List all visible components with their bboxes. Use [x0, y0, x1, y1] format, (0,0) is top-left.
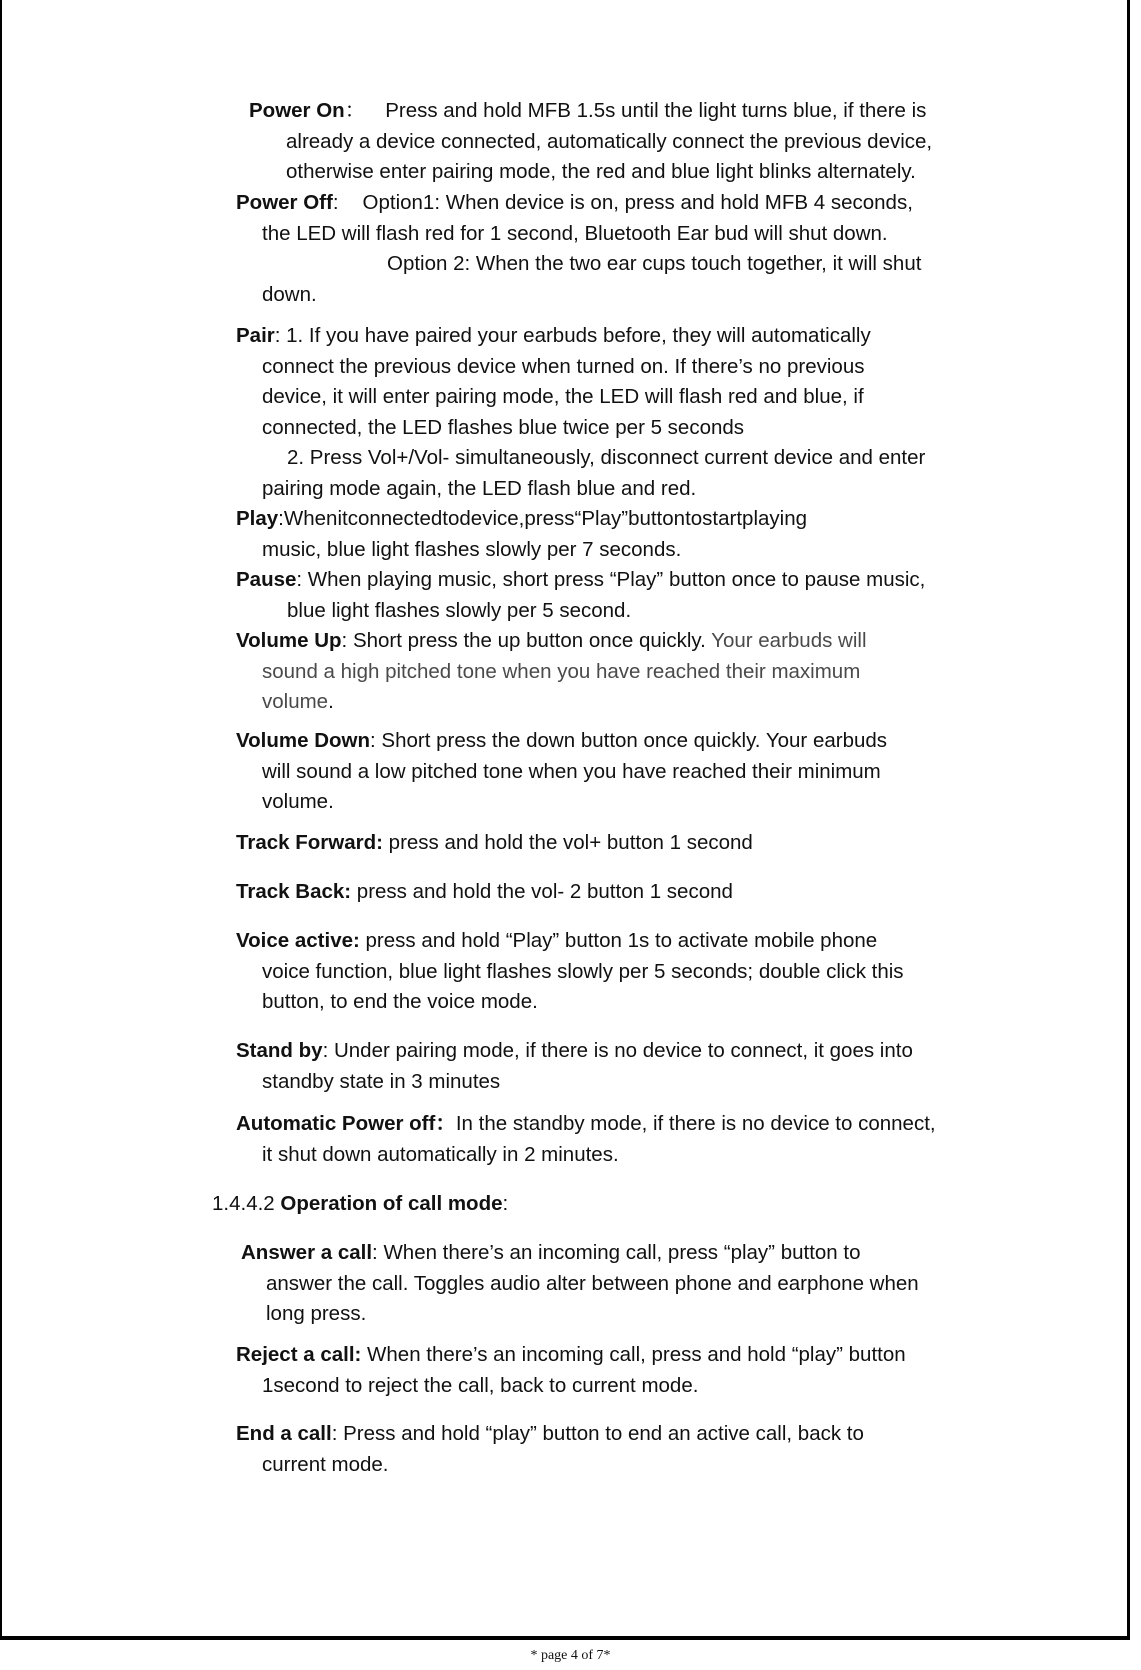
play-word: button [628, 507, 686, 530]
voice-active-label: Voice active: [236, 929, 360, 952]
end-call-entry [236, 1419, 864, 1480]
reject-call-line-2: 1second to reject the call, back to current mode. [262, 1373, 699, 1397]
auto-power-off-colon: ： [435, 1112, 456, 1135]
play-word: device, [459, 507, 525, 530]
volume-down-entry [236, 726, 887, 818]
power-off-colon: : [332, 191, 339, 214]
volume-down-line-1: : Short press the down button once quickly. Your earbuds [370, 729, 888, 752]
stand-by-line-1: : Under pairing mode, if there is no device to connect, it goes into [322, 1039, 913, 1062]
pause-label: Pause [236, 568, 297, 591]
power-on-line-1: Press and hold MFB 1.5s until the light turns blue, if there is [385, 99, 927, 122]
end-call-label: End a call [236, 1422, 332, 1445]
reject-call-line-1: When there’s an incoming call, press and hold “play” button [361, 1343, 906, 1366]
play-line-2: music, blue light flashes slowly per 7 seconds. [262, 537, 682, 561]
power-off-line-1: Option1: When device is on, press and hold MFB 4 seconds, [362, 191, 913, 214]
end-call-line-2: current mode. [262, 1452, 389, 1476]
pause-line-1: : When playing music, short press “Play” button once to pause music, [296, 568, 926, 591]
power-on-label: Power On [249, 99, 345, 122]
power-off-entry [236, 188, 921, 310]
stand-by-entry [236, 1036, 913, 1097]
power-on-colon: ： [344, 99, 366, 122]
page-number-footer: * page 4 of 7* [530, 1648, 611, 1663]
track-forward-line-1: press and hold the vol+ button 1 second [382, 831, 753, 854]
call-mode-colon: : [502, 1192, 509, 1215]
volume-down-label: Volume Down [236, 729, 371, 752]
auto-power-off-entry [236, 1109, 936, 1170]
power-on-line-3: otherwise enter pairing mode, the red and blue light blinks alternately. [286, 160, 916, 183]
volume-up-line-1-gray: Your earbuds will [705, 629, 867, 652]
pause-line-2: blue light flashes slowly per 5 second. [287, 598, 632, 622]
play-word: “Play” [574, 507, 629, 530]
volume-up-line-3: volume [262, 690, 329, 713]
pair-line-5: 2. Press Vol+/Vol- simultaneously, disconnect current device and enter [287, 446, 926, 469]
track-back-label: Track Back: [236, 880, 352, 903]
pair-line-1: : 1. If you have paired your earbuds before, they will automatically [274, 324, 871, 347]
play-line-1 [236, 504, 1002, 535]
pause-entry [236, 565, 925, 626]
pair-line-3: device, it will enter pairing mode, the LED will flash red and blue, if [262, 385, 864, 408]
power-off-line-3: Option 2: When the two ear cups touch together, it will shut [387, 252, 922, 275]
reject-call-entry [236, 1340, 906, 1401]
play-label: Play [236, 507, 279, 530]
play-entry [236, 504, 1002, 565]
play-word: When [283, 507, 338, 530]
answer-call-label: Answer a call [241, 1241, 373, 1264]
answer-call-line-1: : When there’s an incoming call, press “play” button to [372, 1241, 861, 1264]
end-call-line-1: : Press and hold “play” button to end an active call, back to [331, 1422, 864, 1445]
volume-down-line-2: will sound a low pitched tone when you have reached their minimum [262, 759, 881, 783]
volume-up-line-3-period: . [328, 690, 334, 713]
track-forward-entry [236, 828, 753, 859]
call-mode-heading [212, 1189, 508, 1220]
power-off-label: Power Off [236, 191, 333, 214]
play-word: it [337, 507, 348, 530]
track-forward-label: Track Forward: [236, 831, 383, 854]
power-on-line-2: already a device connected, automatically connect the previous device, [286, 129, 933, 153]
pair-label: Pair [236, 324, 275, 347]
auto-power-off-label: Automatic Power off [236, 1112, 436, 1135]
call-mode-title: Operation of call mode [280, 1192, 503, 1215]
auto-power-off-line-1: In the standby mode, if there is no device to connect, [455, 1112, 936, 1135]
play-word: to [442, 507, 460, 530]
answer-call-line-3: long press. [266, 1302, 367, 1325]
play-word: start [702, 507, 743, 530]
pair-line-2: connect the previous device when turned on. If there’s no previous [262, 354, 865, 378]
voice-active-entry [236, 926, 904, 1018]
voice-active-line-1: press and hold “Play” button 1s to activate mobile phone [359, 929, 878, 952]
pair-entry [236, 321, 925, 504]
volume-up-line-1: : Short press the up button once quickly. [341, 629, 706, 652]
play-word: playing [742, 507, 808, 530]
answer-call-line-2: answer the call. Toggles audio alter between phone and earphone when [266, 1271, 919, 1295]
answer-call-entry [241, 1238, 919, 1330]
track-back-line-1: press and hold the vol- 2 button 1 second [351, 880, 733, 903]
pair-line-6: pairing mode again, the LED flash blue and red. [262, 476, 697, 500]
track-back-entry [236, 877, 733, 908]
power-on-entry [249, 96, 932, 188]
reject-call-label: Reject a call: [236, 1343, 362, 1366]
play-word: press [524, 507, 575, 530]
volume-up-line-2: sound a high pitched tone when you have reached their maximum [262, 659, 861, 683]
play-colon: : [278, 507, 284, 530]
power-off-line-2: the LED will flash red for 1 second, Bluetooth Ear bud will shut down. [262, 221, 888, 245]
volume-up-entry [236, 626, 867, 718]
call-mode-number: 1.4.4.2 [212, 1192, 281, 1215]
play-word: to [685, 507, 703, 530]
pair-line-4: connected, the LED flashes blue twice per 5 seconds [262, 415, 745, 439]
auto-power-off-line-2: it shut down automatically in 2 minutes. [262, 1142, 619, 1166]
stand-by-label: Stand by [236, 1039, 323, 1062]
power-off-line-4: down. [262, 282, 317, 306]
play-word: connected [347, 507, 443, 530]
voice-active-line-3: button, to end the voice mode. [262, 990, 538, 1013]
voice-active-line-2: voice function, blue light flashes slowly per 5 seconds; double click this [262, 959, 904, 983]
volume-down-line-3: volume. [262, 790, 334, 813]
stand-by-line-2: standby state in 3 minutes [262, 1069, 501, 1093]
volume-up-label: Volume Up [236, 629, 342, 652]
